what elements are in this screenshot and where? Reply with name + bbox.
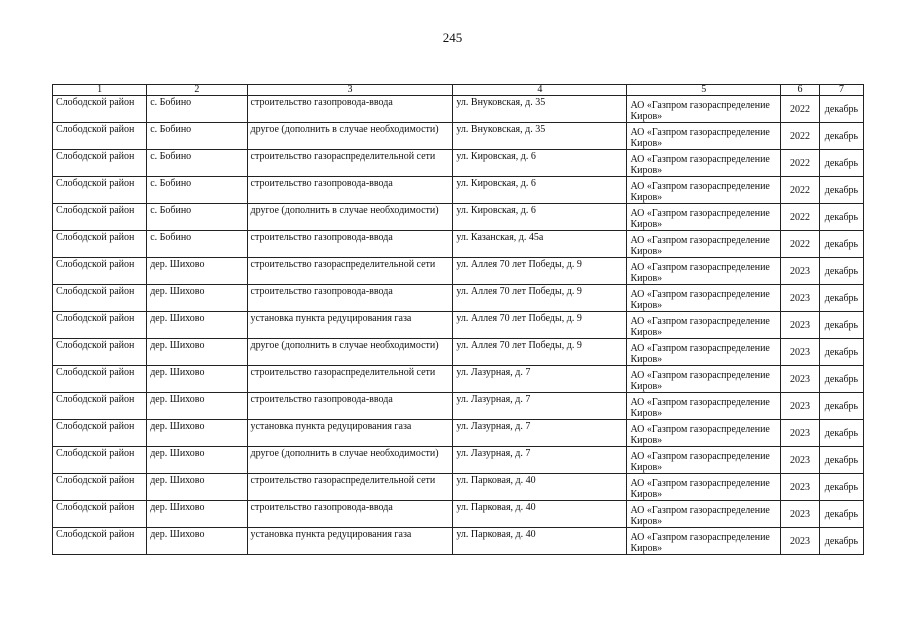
cell-settlement: дер. Шихово <box>147 420 247 447</box>
cell-year: 2023 <box>781 258 820 285</box>
table-row <box>53 474 864 501</box>
cell-settlement: дер. Шихово <box>147 285 247 312</box>
cell-settlement: дер. Шихово <box>147 339 247 366</box>
table-row <box>53 420 864 447</box>
cell-address: ул. Аллея 70 лет Победы, д. 9 <box>453 339 627 366</box>
cell-year: 2022 <box>781 231 820 258</box>
header-cell-3: 3 <box>247 85 453 96</box>
cell-organization: АО «Газпром газораспределение Киров» <box>627 204 781 231</box>
cell-address: ул. Кировская, д. 6 <box>453 177 627 204</box>
cell-year: 2023 <box>781 312 820 339</box>
cell-district: Слободской район <box>53 420 147 447</box>
cell-district: Слободской район <box>53 393 147 420</box>
cell-work-type: строительство газопровода-ввода <box>247 501 453 528</box>
header-cell-2: 2 <box>147 85 247 96</box>
table-row <box>53 339 864 366</box>
cell-organization: АО «Газпром газораспределение Киров» <box>627 123 781 150</box>
cell-year: 2022 <box>781 204 820 231</box>
cell-month: декабрь <box>819 501 863 528</box>
cell-district: Слободской район <box>53 231 147 258</box>
cell-settlement: дер. Шихово <box>147 258 247 285</box>
cell-work-type: строительство газораспределительной сети <box>247 150 453 177</box>
cell-work-type: строительство газораспределительной сети <box>247 474 453 501</box>
header-row <box>53 85 864 96</box>
table-row <box>53 447 864 474</box>
cell-district: Слободской район <box>53 474 147 501</box>
cell-organization: АО «Газпром газораспределение Киров» <box>627 258 781 285</box>
cell-settlement: дер. Шихово <box>147 312 247 339</box>
cell-month: декабрь <box>819 393 863 420</box>
table-row <box>53 366 864 393</box>
cell-address: ул. Казанская, д. 45а <box>453 231 627 258</box>
cell-year: 2023 <box>781 528 820 555</box>
cell-district: Слободской район <box>53 285 147 312</box>
cell-district: Слободской район <box>53 339 147 366</box>
cell-work-type: строительство газопровода-ввода <box>247 231 453 258</box>
cell-organization: АО «Газпром газораспределение Киров» <box>627 501 781 528</box>
gasification-table <box>52 84 864 555</box>
cell-year: 2023 <box>781 285 820 312</box>
table-row <box>53 150 864 177</box>
table-row <box>53 123 864 150</box>
cell-settlement: дер. Шихово <box>147 366 247 393</box>
table-header <box>53 85 864 96</box>
cell-settlement: дер. Шихово <box>147 474 247 501</box>
cell-settlement: с. Бобино <box>147 150 247 177</box>
cell-district: Слободской район <box>53 204 147 231</box>
cell-address: ул. Лазурная, д. 7 <box>453 447 627 474</box>
cell-work-type: строительство газораспределительной сети <box>247 258 453 285</box>
cell-district: Слободской район <box>53 177 147 204</box>
table-row <box>53 312 864 339</box>
cell-district: Слободской район <box>53 123 147 150</box>
cell-work-type: строительство газораспределительной сети <box>247 366 453 393</box>
table-row <box>53 285 864 312</box>
cell-address: ул. Кировская, д. 6 <box>453 150 627 177</box>
cell-year: 2023 <box>781 366 820 393</box>
cell-year: 2023 <box>781 393 820 420</box>
cell-organization: АО «Газпром газораспределение Киров» <box>627 393 781 420</box>
table-row <box>53 177 864 204</box>
cell-organization: АО «Газпром газораспределение Киров» <box>627 528 781 555</box>
cell-month: декабрь <box>819 339 863 366</box>
cell-address: ул. Внуковская, д. 35 <box>453 96 627 123</box>
cell-address: ул. Парковая, д. 40 <box>453 474 627 501</box>
header-cell-7: 7 <box>819 85 863 96</box>
cell-organization: АО «Газпром газораспределение Киров» <box>627 96 781 123</box>
cell-address: ул. Аллея 70 лет Победы, д. 9 <box>453 312 627 339</box>
cell-district: Слободской район <box>53 312 147 339</box>
cell-work-type: строительство газопровода-ввода <box>247 285 453 312</box>
cell-work-type: строительство газопровода-ввода <box>247 393 453 420</box>
cell-organization: АО «Газпром газораспределение Киров» <box>627 447 781 474</box>
cell-year: 2022 <box>781 177 820 204</box>
cell-address: ул. Кировская, д. 6 <box>453 204 627 231</box>
cell-settlement: с. Бобино <box>147 231 247 258</box>
cell-month: декабрь <box>819 177 863 204</box>
table-body <box>53 96 864 555</box>
cell-settlement: с. Бобино <box>147 123 247 150</box>
cell-work-type: другое (дополнить в случае необходимости) <box>247 123 453 150</box>
cell-district: Слободской район <box>53 501 147 528</box>
cell-year: 2023 <box>781 501 820 528</box>
cell-settlement: с. Бобино <box>147 204 247 231</box>
cell-month: декабрь <box>819 204 863 231</box>
cell-month: декабрь <box>819 528 863 555</box>
table-row <box>53 231 864 258</box>
cell-year: 2022 <box>781 96 820 123</box>
cell-organization: АО «Газпром газораспределение Киров» <box>627 339 781 366</box>
cell-settlement: с. Бобино <box>147 96 247 123</box>
cell-month: декабрь <box>819 231 863 258</box>
cell-year: 2023 <box>781 339 820 366</box>
cell-district: Слободской район <box>53 528 147 555</box>
cell-year: 2023 <box>781 474 820 501</box>
header-cell-1: 1 <box>53 85 147 96</box>
cell-address: ул. Лазурная, д. 7 <box>453 420 627 447</box>
header-cell-6: 6 <box>781 85 820 96</box>
cell-year: 2022 <box>781 123 820 150</box>
cell-organization: АО «Газпром газораспределение Киров» <box>627 150 781 177</box>
cell-settlement: с. Бобино <box>147 177 247 204</box>
cell-work-type: другое (дополнить в случае необходимости) <box>247 204 453 231</box>
cell-district: Слободской район <box>53 150 147 177</box>
cell-month: декабрь <box>819 285 863 312</box>
cell-year: 2023 <box>781 420 820 447</box>
table-row <box>53 501 864 528</box>
cell-settlement: дер. Шихово <box>147 528 247 555</box>
cell-organization: АО «Газпром газораспределение Киров» <box>627 231 781 258</box>
cell-organization: АО «Газпром газораспределение Киров» <box>627 474 781 501</box>
cell-settlement: дер. Шихово <box>147 393 247 420</box>
cell-month: декабрь <box>819 150 863 177</box>
cell-address: ул. Лазурная, д. 7 <box>453 366 627 393</box>
table-row <box>53 96 864 123</box>
cell-month: декабрь <box>819 96 863 123</box>
cell-address: ул. Внуковская, д. 35 <box>453 123 627 150</box>
cell-month: декабрь <box>819 123 863 150</box>
cell-district: Слободской район <box>53 258 147 285</box>
cell-month: декабрь <box>819 474 863 501</box>
cell-month: декабрь <box>819 366 863 393</box>
cell-settlement: дер. Шихово <box>147 447 247 474</box>
cell-address: ул. Лазурная, д. 7 <box>453 393 627 420</box>
cell-address: ул. Аллея 70 лет Победы, д. 9 <box>453 285 627 312</box>
cell-work-type: установка пункта редуцирования газа <box>247 420 453 447</box>
table-row <box>53 204 864 231</box>
cell-district: Слободской район <box>53 96 147 123</box>
cell-work-type: другое (дополнить в случае необходимости) <box>247 339 453 366</box>
cell-month: декабрь <box>819 447 863 474</box>
cell-work-type: строительство газопровода-ввода <box>247 177 453 204</box>
cell-organization: АО «Газпром газораспределение Киров» <box>627 366 781 393</box>
cell-year: 2022 <box>781 150 820 177</box>
cell-address: ул. Аллея 70 лет Победы, д. 9 <box>453 258 627 285</box>
cell-address: ул. Парковая, д. 40 <box>453 528 627 555</box>
cell-month: декабрь <box>819 258 863 285</box>
table-row <box>53 258 864 285</box>
cell-work-type: установка пункта редуцирования газа <box>247 528 453 555</box>
table-row <box>53 528 864 555</box>
cell-work-type: установка пункта редуцирования газа <box>247 312 453 339</box>
cell-month: декабрь <box>819 420 863 447</box>
header-cell-4: 4 <box>453 85 627 96</box>
cell-work-type: другое (дополнить в случае необходимости) <box>247 447 453 474</box>
cell-month: декабрь <box>819 312 863 339</box>
page-number: 245 <box>442 30 463 45</box>
cell-year: 2023 <box>781 447 820 474</box>
cell-district: Слободской район <box>53 366 147 393</box>
table-row <box>53 393 864 420</box>
cell-organization: АО «Газпром газораспределение Киров» <box>627 177 781 204</box>
cell-settlement: дер. Шихово <box>147 501 247 528</box>
header-cell-5: 5 <box>627 85 781 96</box>
cell-address: ул. Парковая, д. 40 <box>453 501 627 528</box>
cell-work-type: строительство газопровода-ввода <box>247 96 453 123</box>
cell-district: Слободской район <box>53 447 147 474</box>
cell-organization: АО «Газпром газораспределение Киров» <box>627 285 781 312</box>
cell-organization: АО «Газпром газораспределение Киров» <box>627 312 781 339</box>
cell-organization: АО «Газпром газораспределение Киров» <box>627 420 781 447</box>
